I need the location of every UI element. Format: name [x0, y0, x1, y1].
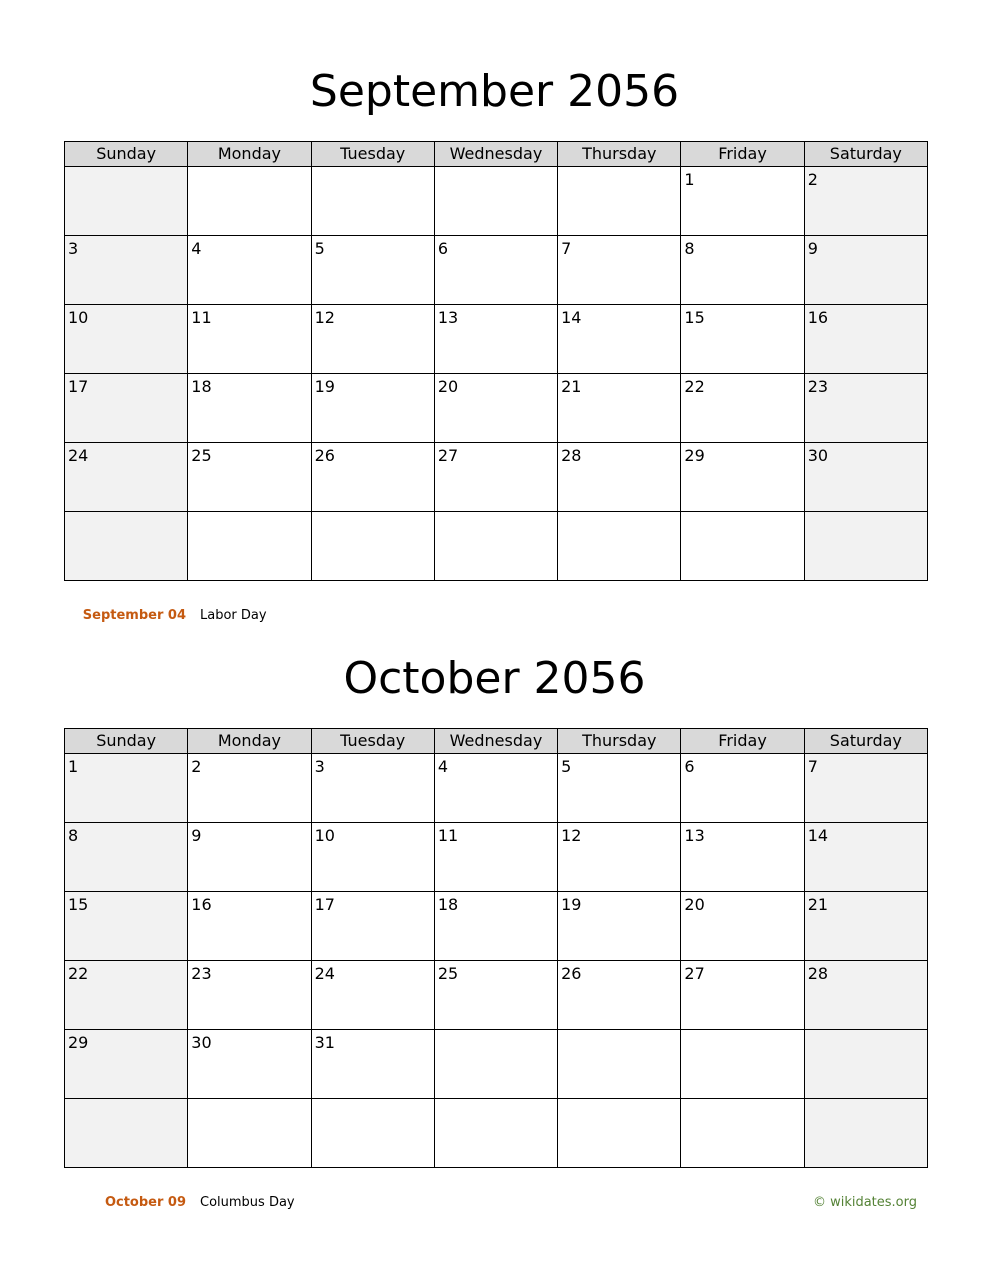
day-cell — [311, 892, 434, 961]
day-number: 18 — [191, 377, 212, 396]
day-cell — [804, 961, 927, 1030]
day-cell — [311, 167, 434, 236]
day-number: 15 — [68, 895, 89, 914]
day-cell — [558, 754, 681, 823]
day-number: 11 — [437, 826, 459, 845]
day-cell — [434, 961, 557, 1030]
day-number — [681, 512, 803, 516]
day-cell — [804, 305, 927, 374]
day-cell — [804, 823, 927, 892]
day-number: 29 — [684, 446, 705, 465]
day-cell — [804, 1099, 927, 1168]
day-cell — [65, 167, 188, 236]
day-number — [558, 1099, 680, 1103]
day-cell — [65, 236, 188, 305]
holiday-note-september — [80, 608, 267, 624]
day-number: 21 — [561, 377, 582, 396]
day-number: 15 — [684, 308, 705, 327]
day-cell — [311, 374, 434, 443]
day-number: 23 — [191, 964, 212, 983]
day-cell — [311, 1030, 434, 1099]
day-cell — [188, 167, 311, 236]
day-cell — [558, 961, 681, 1030]
holiday-name: Labor Day — [200, 608, 267, 623]
day-number: 17 — [314, 895, 335, 914]
day-number: 8 — [684, 239, 695, 258]
day-number: 14 — [807, 826, 829, 845]
day-number — [188, 167, 310, 171]
day-number: 25 — [191, 446, 212, 465]
day-cell — [188, 754, 311, 823]
day-cell — [65, 1099, 188, 1168]
day-number: 24 — [314, 964, 335, 983]
day-number: 16 — [807, 308, 829, 327]
day-cell — [65, 961, 188, 1030]
day-cell — [65, 754, 188, 823]
day-cell — [804, 1030, 927, 1099]
day-cell — [188, 1099, 311, 1168]
weekday-header-tuesday: Tuesday — [311, 729, 434, 754]
weekday-header-saturday: Saturday — [804, 142, 927, 167]
weekday-header-thursday: Thursday — [558, 142, 681, 167]
weekday-header-saturday: Saturday — [804, 729, 927, 754]
day-cell — [65, 892, 188, 961]
holiday-date: September 04 — [82, 608, 186, 623]
week-row — [65, 512, 928, 581]
day-cell — [434, 236, 557, 305]
day-cell — [681, 1030, 804, 1099]
month-title-september: September 2056 — [309, 66, 680, 117]
day-number: 19 — [314, 377, 335, 396]
day-cell — [434, 305, 557, 374]
weekday-header-wednesday: Wednesday — [434, 729, 557, 754]
day-number — [312, 1099, 434, 1103]
day-cell — [681, 443, 804, 512]
day-number: 20 — [437, 377, 459, 396]
day-cell — [681, 754, 804, 823]
day-cell — [65, 305, 188, 374]
day-number: 28 — [561, 446, 582, 465]
day-number: 30 — [191, 1033, 212, 1052]
weekday-header-tuesday: Tuesday — [311, 142, 434, 167]
day-number — [558, 1030, 680, 1034]
holiday-name: Columbus Day — [200, 1195, 295, 1210]
day-number: 4 — [191, 239, 202, 258]
day-number: 24 — [68, 446, 89, 465]
week-row — [65, 961, 928, 1030]
day-number: 19 — [561, 895, 582, 914]
day-number — [435, 512, 557, 516]
day-cell — [558, 305, 681, 374]
day-number: 7 — [807, 757, 818, 776]
day-number: 3 — [68, 239, 79, 258]
day-number: 16 — [191, 895, 212, 914]
calendar-grid-september — [64, 141, 928, 581]
week-row — [65, 167, 928, 236]
day-cell — [434, 443, 557, 512]
day-cell — [434, 512, 557, 581]
day-cell — [188, 1030, 311, 1099]
weekday-header-sunday: Sunday — [65, 142, 188, 167]
day-cell — [188, 305, 311, 374]
day-cell — [804, 443, 927, 512]
day-cell — [65, 1030, 188, 1099]
day-number: 10 — [68, 308, 89, 327]
day-cell — [188, 374, 311, 443]
day-number: 6 — [437, 239, 449, 258]
day-cell — [434, 823, 557, 892]
day-cell — [681, 305, 804, 374]
day-number: 10 — [314, 826, 335, 845]
week-row — [65, 443, 928, 512]
day-number — [805, 1030, 927, 1034]
day-number: 7 — [561, 239, 572, 258]
day-cell — [311, 443, 434, 512]
week-row — [65, 305, 928, 374]
day-number: 12 — [314, 308, 335, 327]
day-number: 13 — [684, 826, 705, 845]
day-cell — [804, 374, 927, 443]
day-number: 4 — [437, 757, 449, 776]
day-cell — [804, 236, 927, 305]
day-cell — [188, 512, 311, 581]
day-number: 30 — [807, 446, 829, 465]
day-cell — [434, 892, 557, 961]
weekday-header-monday: Monday — [188, 729, 311, 754]
day-number: 1 — [684, 170, 695, 189]
day-cell — [434, 1099, 557, 1168]
weekday-header-thursday: Thursday — [558, 729, 681, 754]
day-number — [312, 512, 434, 516]
day-number: 2 — [807, 170, 818, 189]
day-number: 26 — [561, 964, 582, 983]
day-cell — [188, 236, 311, 305]
day-cell — [558, 823, 681, 892]
day-cell — [681, 961, 804, 1030]
day-number — [435, 167, 557, 171]
day-number — [312, 167, 434, 171]
holiday-date: October 09 — [104, 1195, 186, 1210]
day-cell — [681, 512, 804, 581]
day-number: 5 — [314, 239, 325, 258]
weekday-header-sunday: Sunday — [65, 729, 188, 754]
day-cell — [681, 374, 804, 443]
weekday-header-monday: Monday — [188, 142, 311, 167]
day-cell — [311, 1099, 434, 1168]
calendar-grid-october — [64, 728, 928, 1168]
day-cell — [311, 305, 434, 374]
day-number — [65, 1099, 187, 1103]
day-cell — [65, 512, 188, 581]
day-number — [558, 167, 680, 171]
day-cell — [434, 1030, 557, 1099]
day-number: 8 — [68, 826, 79, 845]
day-cell — [311, 754, 434, 823]
day-cell — [311, 961, 434, 1030]
day-number — [805, 1099, 927, 1103]
day-cell — [681, 167, 804, 236]
day-number: 11 — [191, 308, 212, 327]
day-number: 27 — [437, 446, 459, 465]
day-cell — [65, 374, 188, 443]
day-number: 1 — [68, 757, 79, 776]
day-number — [188, 1099, 310, 1103]
day-cell — [188, 443, 311, 512]
week-row — [65, 892, 928, 961]
day-number — [435, 1030, 557, 1034]
day-cell — [434, 754, 557, 823]
day-cell — [681, 892, 804, 961]
day-cell — [434, 374, 557, 443]
week-row — [65, 1099, 928, 1168]
day-number: 27 — [684, 964, 705, 983]
day-cell — [188, 823, 311, 892]
day-number — [65, 512, 187, 516]
day-cell — [681, 823, 804, 892]
day-cell — [558, 892, 681, 961]
day-number: 25 — [437, 964, 459, 983]
day-number: 9 — [191, 826, 202, 845]
day-number — [681, 1030, 803, 1034]
day-cell — [558, 167, 681, 236]
day-cell — [311, 236, 434, 305]
day-number: 26 — [314, 446, 335, 465]
day-cell — [558, 374, 681, 443]
day-number: 20 — [684, 895, 705, 914]
day-number: 23 — [807, 377, 829, 396]
day-cell — [681, 236, 804, 305]
day-cell — [188, 892, 311, 961]
day-number: 21 — [807, 895, 829, 914]
day-cell — [804, 167, 927, 236]
week-row — [65, 374, 928, 443]
day-cell — [804, 512, 927, 581]
weekday-header-wednesday: Wednesday — [434, 142, 557, 167]
week-row — [65, 236, 928, 305]
weekday-header-friday: Friday — [681, 142, 804, 167]
day-number — [681, 1099, 803, 1103]
day-number — [188, 512, 310, 516]
holiday-note-october — [80, 1195, 295, 1211]
day-cell — [434, 167, 557, 236]
day-number — [435, 1099, 557, 1103]
day-number: 28 — [807, 964, 829, 983]
day-number: 5 — [561, 757, 572, 776]
day-cell — [311, 512, 434, 581]
day-cell — [558, 1099, 681, 1168]
day-cell — [558, 236, 681, 305]
day-number: 22 — [68, 964, 89, 983]
day-number: 29 — [68, 1033, 89, 1052]
weekday-header-friday: Friday — [681, 729, 804, 754]
day-number: 12 — [561, 826, 582, 845]
week-row — [65, 1030, 928, 1099]
day-number: 6 — [684, 757, 695, 776]
day-number: 31 — [314, 1033, 335, 1052]
day-cell — [804, 892, 927, 961]
day-number: 9 — [807, 239, 818, 258]
week-row — [65, 823, 928, 892]
day-cell — [804, 754, 927, 823]
day-number: 18 — [437, 895, 459, 914]
day-cell — [311, 823, 434, 892]
day-cell — [65, 443, 188, 512]
day-number: 17 — [68, 377, 89, 396]
day-number — [65, 167, 187, 171]
day-number: 3 — [314, 757, 325, 776]
day-cell — [681, 1099, 804, 1168]
day-cell — [65, 823, 188, 892]
weekday-header-row — [65, 142, 928, 167]
day-number — [805, 512, 927, 516]
day-number: 2 — [191, 757, 202, 776]
credit-link[interactable]: © wikidates.org — [812, 1195, 917, 1210]
day-number: 14 — [561, 308, 582, 327]
weekday-header-row — [65, 729, 928, 754]
day-number: 13 — [437, 308, 459, 327]
day-cell — [558, 443, 681, 512]
day-number: 22 — [684, 377, 705, 396]
day-number — [558, 512, 680, 516]
week-row — [65, 754, 928, 823]
month-title-october: October 2056 — [343, 653, 646, 704]
day-cell — [188, 961, 311, 1030]
day-cell — [558, 512, 681, 581]
day-cell — [558, 1030, 681, 1099]
